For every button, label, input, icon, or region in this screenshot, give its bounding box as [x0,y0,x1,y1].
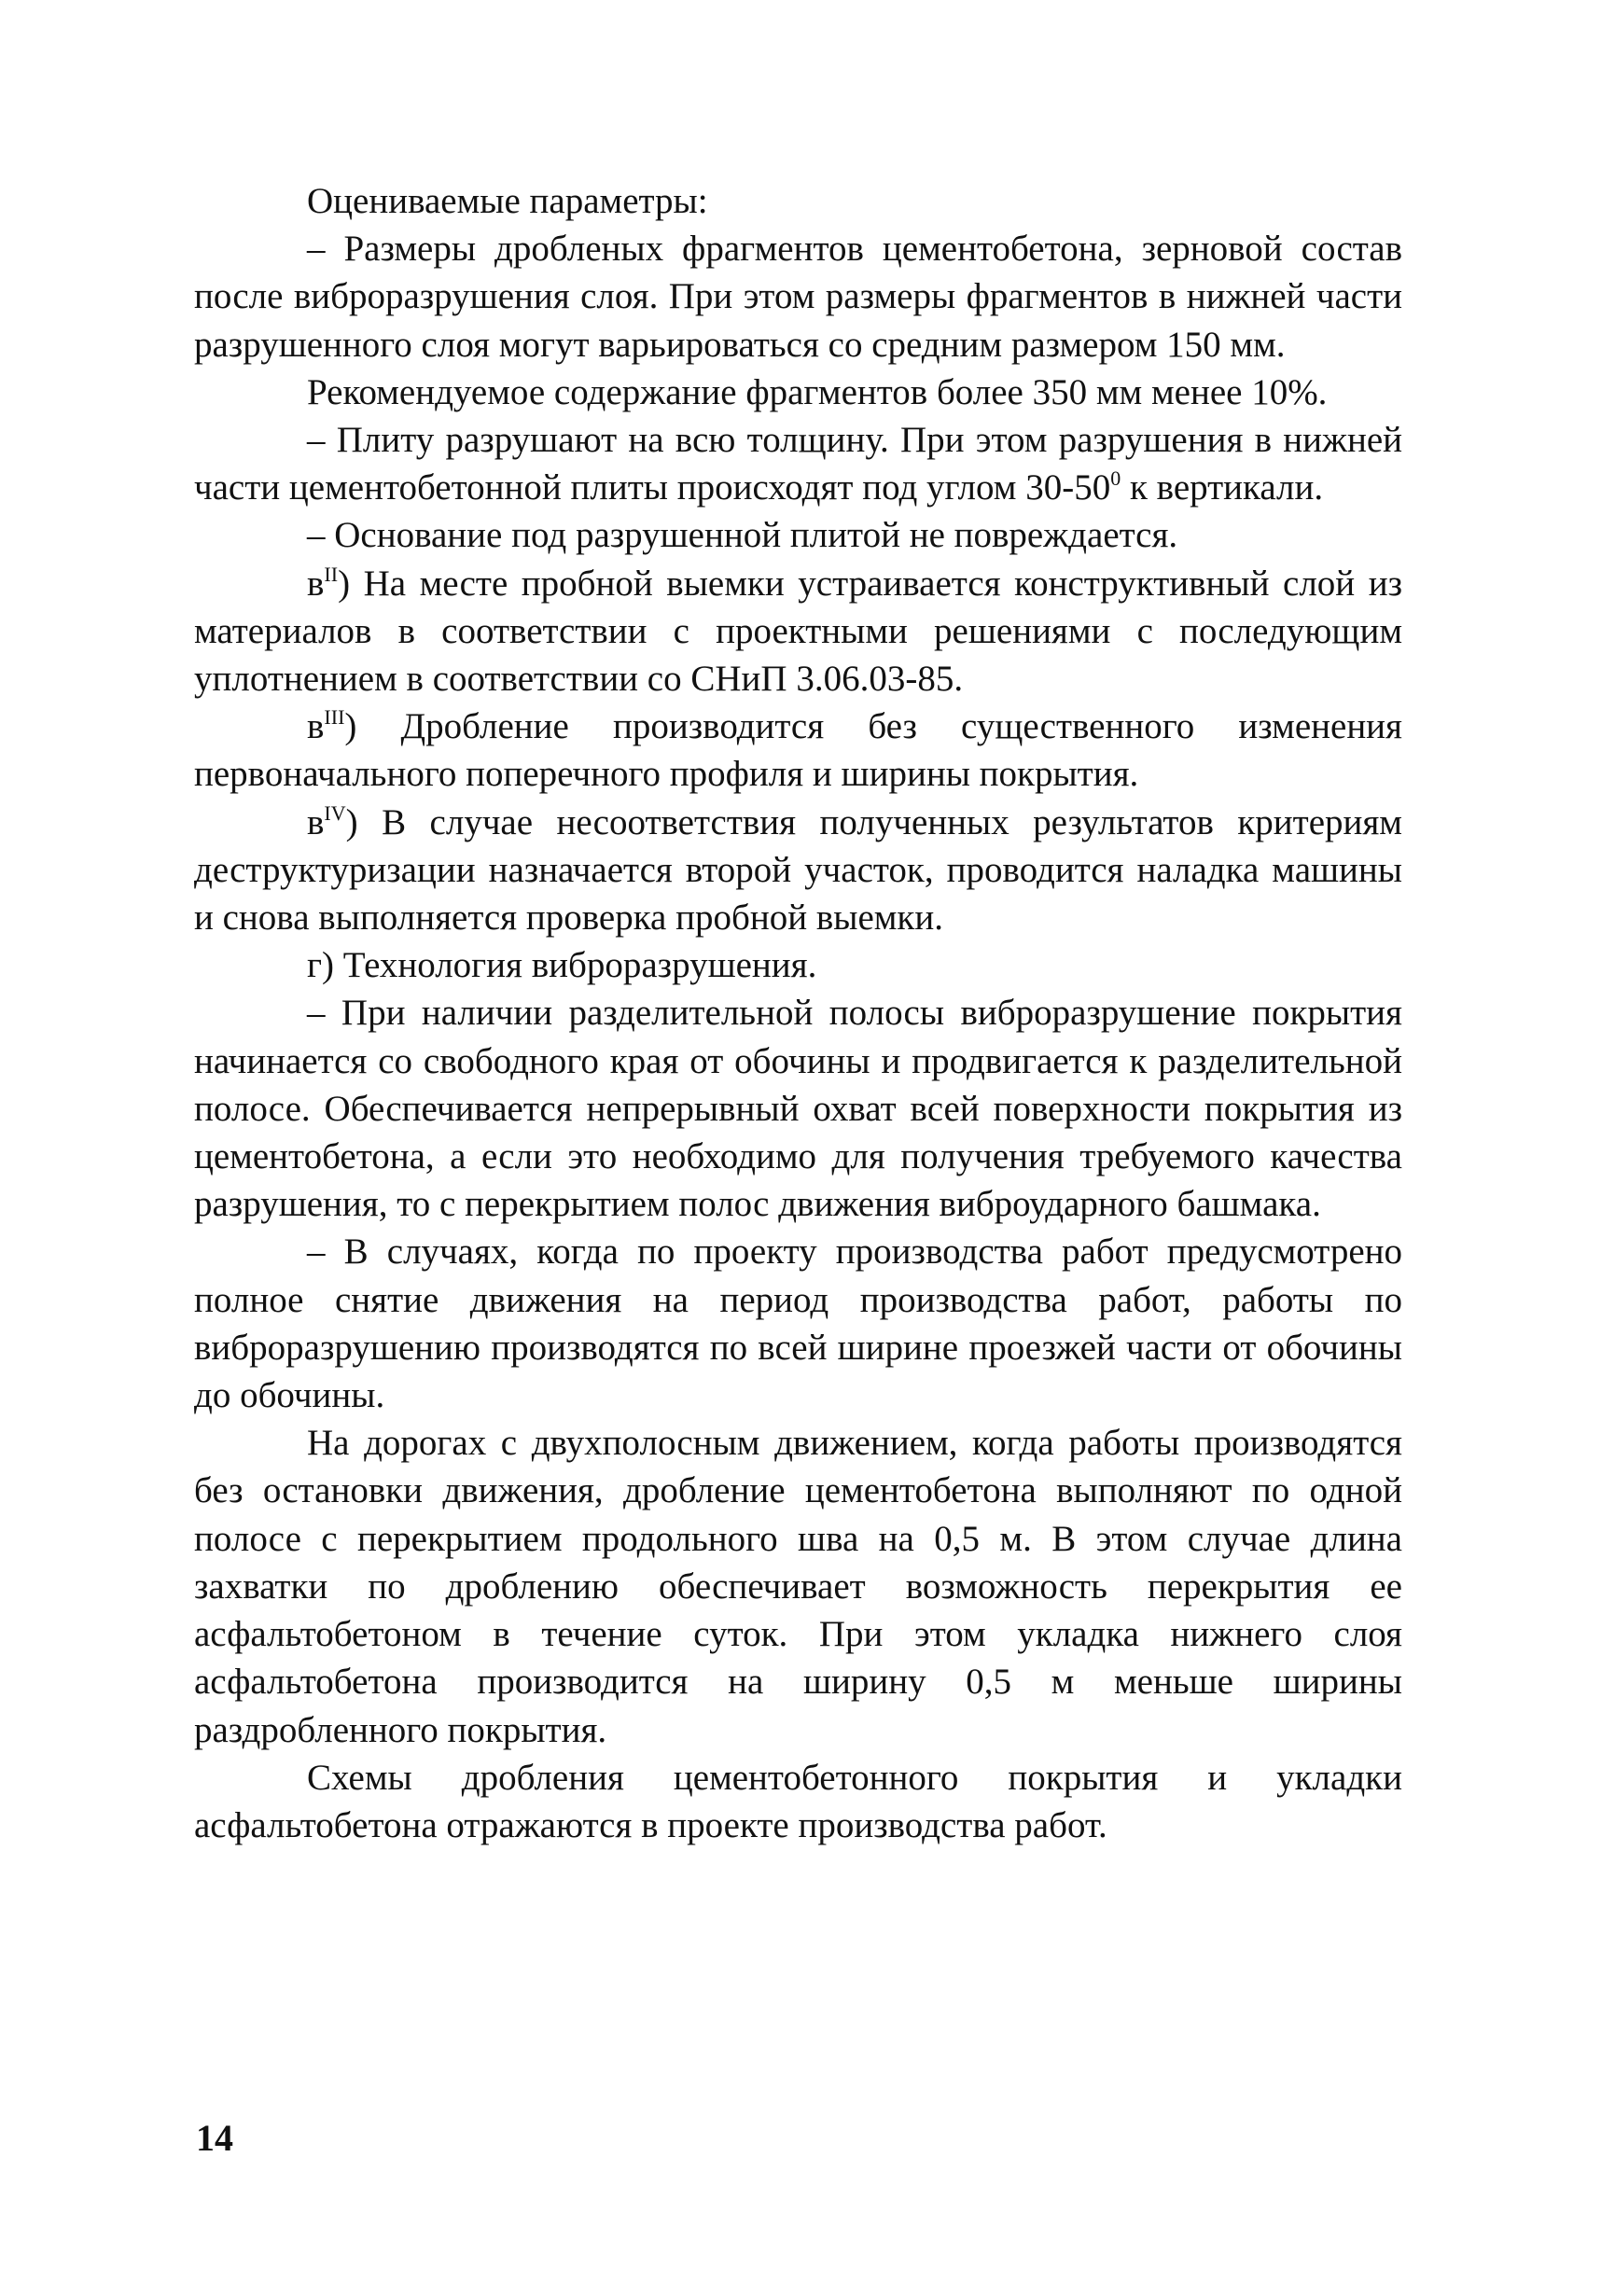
degree-superscript: 0 [1110,466,1121,491]
item-letter: в [307,706,325,747]
paragraph-slab [194,416,1402,511]
paragraph-fragments: – Размеры дробленых фрагментов цементобетона, зерновой состав после виброразрушения слоя. При этом размеры фрагментов в нижней части разрушенного слоя могут варьироваться со средним размером 150 мм. [194,229,1402,365]
slab-text-end: к вертикали. [1121,467,1324,508]
section-heading: Оцениваемые параметры: [307,181,708,221]
paragraph-schemes: Схемы дробления цементобетонного покрытия и укладки асфальтобетона отражаются в проекте производства работ. [194,1757,1402,1845]
paragraph-v4 [194,799,1402,942]
paragraph-traffic-closure: – В случаях, когда по проекту производства работ предусмотрено полное снятие движения на период производства работ, работы по виброразрушению производятся по всей ширине проезжей части от обочины до обочины. [194,1231,1402,1416]
document-body [194,177,1402,1849]
item-letter: в [307,801,325,842]
paragraph-v2 [194,560,1402,703]
slab-text: – Плиту разрушают на всю толщину. При этом разрушения в нижней части цементобетонной плиты происходят под углом 30-50 [194,420,1402,508]
paragraph-recommended: Рекомендуемое содержание фрагментов более 350 мм менее 10%. [307,371,1328,412]
item-letter: в [307,563,325,604]
item-text: ) В случае несоответствия полученных результатов критериям деструктуризации назначается второй участок, проводится наладка машины и снова выполняется проверка пробной выемки. [194,801,1402,939]
paragraph-two-lane-roads: На дорогах с двухполосным движением, когда работы производятся без остановки движения, дробление цементобетона выполняют по одной полосе с перекрытием продольного шва на 0,5 м. В этом случае длина захватки по дроблению обеспечивает возможность перекрытия ее асфальтобетоном в течение суток. При этом укладка нижнего слоя асфальтобетона производится на ширину 0,5 м меньше ширины раздробленного покрытия. [194,1423,1402,1750]
item-superscript: II [324,562,339,586]
item-text: ) Дробление производится без существенного изменения первоначального поперечного профиля и ширины покрытия. [194,706,1402,795]
item-superscript: III [324,705,345,730]
item-text: ) На месте пробной выемки устраивается конструктивный слой из материалов в соответствии с проектными решениями с последующим уплотнением в соответствии со СНиП 3.06.03-85. [194,563,1402,700]
subsection-heading: г) Технология виброразрушения. [307,945,817,986]
paragraph-divider-strip: – При наличии разделительной полосы виброразрушение покрытия начинается со свободного края от обочины и продвигается к разделительной полосе. Обеспечивается непрерывный охват всей поверхности покрытия из цементобетона, а если это необходимо для получения требуемого качества разрушения, то с перекрытием полос движения виброударного башмака. [194,993,1402,1225]
paragraph-base: – Основание под разрушенной плитой не повреждается. [307,515,1178,556]
item-superscript: IV [324,800,346,825]
paragraph-v3 [194,703,1402,798]
page-number: 14 [196,2117,233,2159]
